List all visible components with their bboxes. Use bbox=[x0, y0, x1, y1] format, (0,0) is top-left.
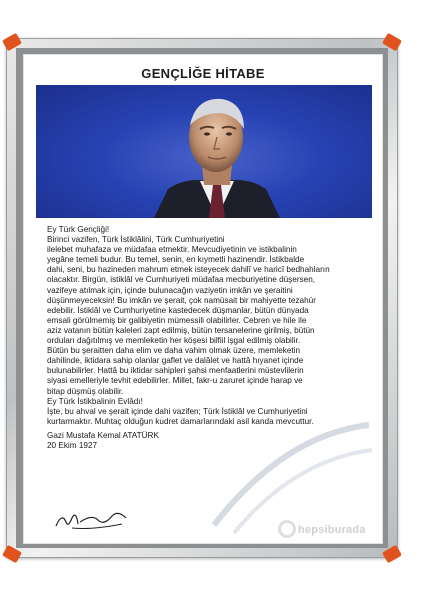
speech-line: dahi, seni, bu hazineden mahrum etmek isteyecek dahilî ve haricî bedhahların bbox=[47, 265, 330, 275]
speech-line: kurtarmaktır. Muhtaç olduğun kudret damarlarındaki asil kanda mevcuttur. bbox=[47, 416, 314, 426]
speech-line: İşte, bu ahval ve şerait içinde dahi vazifen; Türk İstiklâl ve Cumhuriyetini bbox=[47, 406, 308, 416]
speech-line: Birinci vazifen, Türk İstiklâlini, Türk Cumhuriyetini bbox=[47, 235, 225, 245]
speech-line: emsali görülmemiş bir galibiyetin mümessili olabilirler. Cebren ve hile ile bbox=[47, 315, 307, 325]
speech-date: 20 Ekim 1927 bbox=[47, 440, 98, 450]
speech-line: siyasi emelleriyle tevhit edebilirler. Millet, fakr-u zaruret içinde harap ve bbox=[47, 376, 303, 386]
speech-line: Ey Türk İstikbalinin Evlâdı! bbox=[47, 396, 143, 406]
handwritten-signature bbox=[52, 506, 132, 532]
speech-line: yegâne temeli budur. Bu temel, senin, en kıymetli hazinendir. İstikbalde bbox=[47, 255, 305, 265]
speech-text bbox=[47, 225, 372, 451]
author-name: Gazi Mustafa Kemal ATATÜRK bbox=[47, 430, 159, 440]
speech-line: dahilinde, iktidara sahip olanlar gaflet ve dalâlet ve hattâ hıyanet içinde bbox=[47, 356, 304, 366]
poster-title: GENÇLİĞE HİTABE bbox=[141, 66, 265, 81]
watermark-logo-icon bbox=[278, 520, 296, 538]
speech-line: düşünmeyeceksin! Bu imkân ve şerait, çok namüsait bir mahiyette tezahür bbox=[47, 295, 316, 305]
speech-line: aziz vatanın bütün kaleleri zapt edilmiş, bütün tersanelerine girilmiş, bütün bbox=[47, 325, 315, 335]
poster-sheet bbox=[23, 54, 383, 544]
watermark-text: hepsiburada bbox=[298, 524, 366, 536]
speech-line: bulunabilirler. Hattâ bu iktidar sahipleri şahsi menfaatlerini müstevlilerin bbox=[47, 366, 304, 376]
speech-line: Ey Türk Gençliği! bbox=[47, 225, 110, 234]
speech-line: olacaktır. Birgün, istiklâl ve Cumhuriyeti müdafaa mecburiyetine düşersen, bbox=[47, 275, 316, 285]
speech-line: ilelebet muhafaza ve müdafaa etmektir. Mevcudiyetinin ve istikbalinin bbox=[47, 245, 297, 255]
speech-line: bitap düşmüş olabilir. bbox=[47, 386, 124, 396]
speech-line: edebilir. İstiklâl ve Cumhuriyetine kastedecek düşmanlar, bütün dünyada bbox=[47, 305, 309, 315]
portrait-illustration bbox=[36, 85, 372, 218]
portrait-photo bbox=[36, 85, 372, 218]
speech-line: Bütün bu şeraitten daha elim ve daha vahim olmak üzere, memleketin bbox=[47, 346, 301, 356]
speech-line: orduları dağıtılmış ve memleketin her köşesi bilfiil işgal edilmiş olabilir. bbox=[47, 336, 301, 346]
speech-line: vazifeye atılmak için, içinde bulunacağın vaziyetin imkân ve şeraitini bbox=[47, 285, 293, 295]
